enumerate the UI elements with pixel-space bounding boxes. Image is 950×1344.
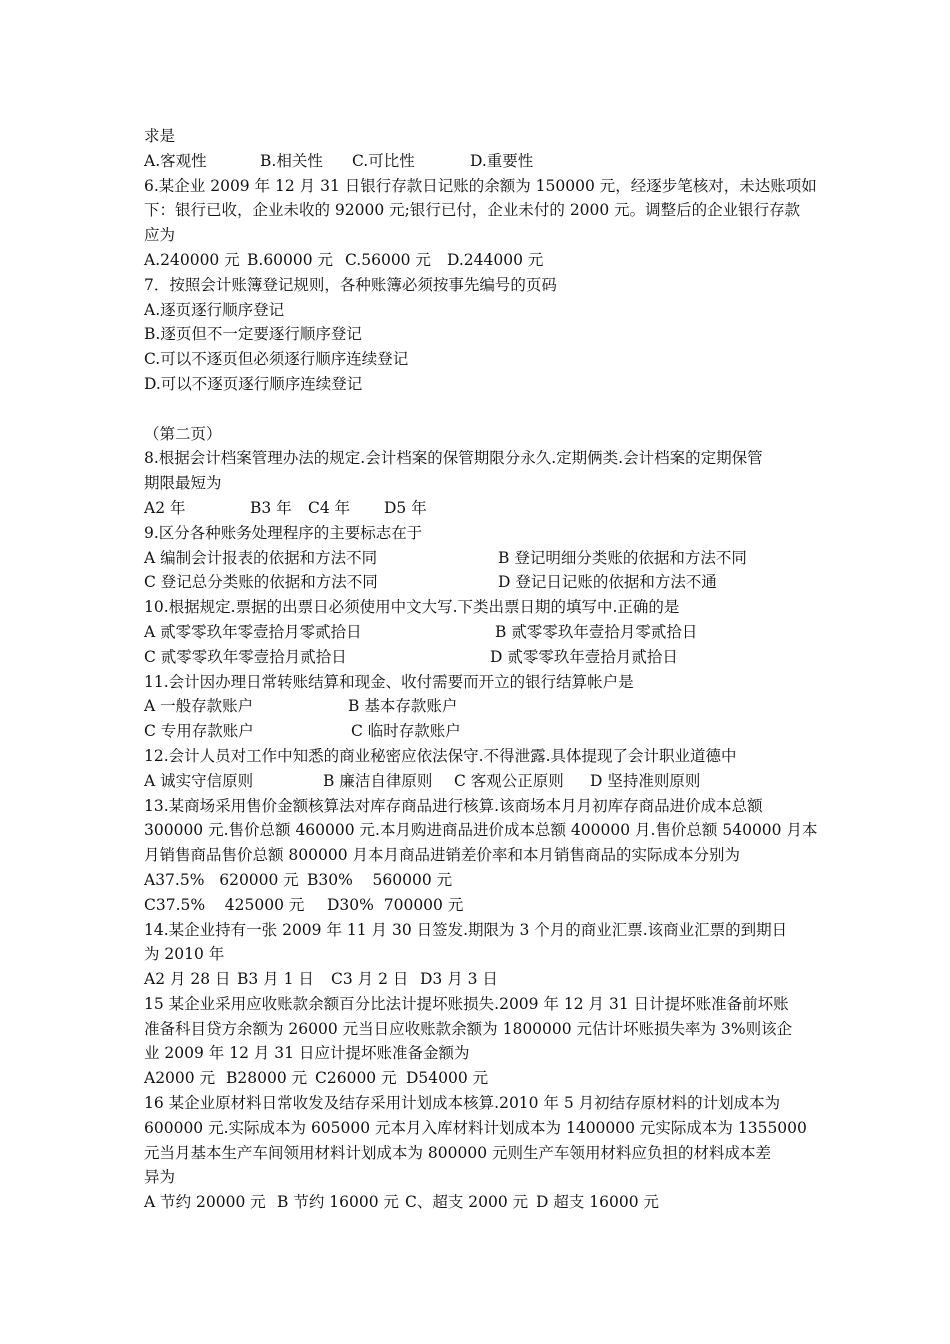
question-16-option-c: C、超支 2000 元 xyxy=(405,1193,529,1212)
question-14-option-c: C3 月 2 日 xyxy=(331,970,409,989)
question-9-option-c: C 登记总分类账的依据和方法不同 xyxy=(144,573,378,592)
question-8-options xyxy=(144,496,814,521)
question-13-options-row xyxy=(144,868,814,893)
question-5-option-a: A.客观性 xyxy=(144,151,207,170)
question-8-stem-line: 期限最短为 xyxy=(144,474,222,493)
question-5-option-c: C.可比性 xyxy=(352,151,415,170)
question-6-stem-line: 6.某企业 2009 年 12 月 31 日银行存款日记账的余额为 150000 元，经逐步笔核对，未达账项如 xyxy=(144,176,817,195)
question-9-options-row xyxy=(144,570,814,595)
question-16-stem-line: 元当月基本生产车间领用材料计划成本为 800000 元则生产车领用材料应负担的材料成本差 xyxy=(144,1143,772,1162)
question-5-option-b: B.相关性 xyxy=(260,151,323,170)
question-14-stem-line: 为 2010 年 xyxy=(144,945,225,964)
question-13-option-a: A37.5% 620000 元 xyxy=(144,870,299,889)
question-14-options xyxy=(144,967,814,992)
question-10-options-row xyxy=(144,645,814,670)
question-9-stem: 9.区分各种账务处理程序的主要标志在于 xyxy=(144,523,423,542)
question-7-option-b: B.逐页但不一定要逐行顺序登记 xyxy=(144,325,362,344)
question-11-stem: 11.会计因办理日常转账结算和现金、收付需要而开立的银行结算帐户是 xyxy=(144,672,634,691)
question-15-stem-line: 业 2009 年 12 月 31 日应计提坏账准备金额为 xyxy=(144,1044,470,1063)
question-8-option-b: B3 年 xyxy=(250,498,292,517)
question-12-option-b: B 廉洁自律原则 xyxy=(323,771,433,790)
question-14-option-b: B3 月 1 日 xyxy=(237,970,314,989)
question-6-stem-line: 应为 xyxy=(144,226,176,245)
question-16-stem-line: 异为 xyxy=(144,1168,176,1187)
question-14-stem-line: 14.某企业持有一张 2009 年 11 月 30 日签发.期限为 3 个月的商业汇票.该商业汇票的到期日 xyxy=(144,920,788,939)
question-13-stem-line: 13.某商场采用售价金额核算法对库存商品进行核算.该商场本月月初库存商品进价成本总额 xyxy=(144,796,763,815)
question-8-option-c: C4 年 xyxy=(308,498,351,517)
question-15-option-b: B28000 元 xyxy=(226,1069,308,1088)
question-10-option-a: A 贰零零玖年零壹拾月零贰拾日 xyxy=(144,622,362,641)
question-14-option-d: D3 月 3 日 xyxy=(420,970,498,989)
question-16-stem-line: 16 某企业原材料日常收发及结存采用计划成本核算.2010 年 5 月初结存原材料的计划成本为 xyxy=(144,1094,781,1113)
question-10-stem: 10.根据规定.票据的出票日必须使用中文大写.下类出票日期的填写中.正确的是 xyxy=(144,598,680,617)
question-16-stem-line: 600000 元.实际成本为 605000 元本月入库材料计划成本为 1400000 元实际成本为 1355000 xyxy=(144,1118,807,1137)
question-11-option-d: C 临时存款账户 xyxy=(351,722,461,741)
question-9-option-d: D 登记日记账的依据和方法不通 xyxy=(498,573,717,592)
question-9-options-row xyxy=(144,546,814,571)
question-8-option-a: A2 年 xyxy=(144,498,186,517)
question-10-option-d: D 贰零零玖年壹拾月贰拾日 xyxy=(490,647,678,666)
question-12-options xyxy=(144,769,814,794)
spacer xyxy=(144,397,814,422)
question-7-option-d: D.可以不逐页逐行顺序连续登记 xyxy=(144,374,363,393)
question-10-option-b: B 贰零零玖年壹拾月零贰拾日 xyxy=(495,622,698,641)
question-15-option-c: C26000 元 xyxy=(315,1069,397,1088)
question-9-option-a: A 编制会计报表的依据和方法不同 xyxy=(144,548,378,567)
question-6-option-d: D.244000 元 xyxy=(447,250,544,269)
question-11-option-a: A 一般存款账户 xyxy=(144,697,254,716)
question-13-option-c: C37.5% 425000 元 xyxy=(144,895,305,914)
question-5-stem-tail: 求是 xyxy=(144,127,176,145)
question-16-options xyxy=(144,1190,814,1215)
question-7-option-a: A.逐页逐行顺序登记 xyxy=(144,300,285,319)
question-16-option-d: D 超支 16000 元 xyxy=(536,1193,660,1212)
question-11-options-row xyxy=(144,694,814,719)
question-8-option-d: D5 年 xyxy=(384,498,427,517)
question-6-option-c: C.56000 元 xyxy=(345,250,431,269)
question-11-option-b: B 基本存款账户 xyxy=(348,697,458,716)
question-6-option-b: B.60000 元 xyxy=(247,250,334,269)
question-7-option-c: C.可以不逐页但必须逐行顺序连续登记 xyxy=(144,350,409,369)
document-body xyxy=(144,124,818,1215)
question-10-options-row xyxy=(144,620,814,645)
question-15-option-d: D54000 元 xyxy=(406,1069,489,1088)
question-12-option-c: C 客观公正原则 xyxy=(454,771,564,790)
question-13-option-d: D30% 700000 元 xyxy=(327,895,464,914)
question-6-stem-line: 下：银行已收，企业未收的 92000 元;银行已付，企业未付的 2000 元。调整后的企业银行存款 xyxy=(144,201,801,220)
question-15-stem-line: 15 某企业采用应收账款余额百分比法计提坏账损失.2009 年 12 月 31 日计提坏账准备前坏账 xyxy=(144,994,789,1013)
question-14-option-a: A2 月 28 日 xyxy=(144,970,231,989)
question-6-option-a: A.240000 元 xyxy=(144,250,240,269)
question-13-options-row xyxy=(144,893,814,918)
page-marker: （第二页） xyxy=(144,424,222,443)
question-11-options-row xyxy=(144,719,814,744)
question-5-option-d: D.重要性 xyxy=(470,151,534,170)
question-6-options xyxy=(144,248,814,273)
question-5-options xyxy=(144,149,814,174)
question-13-stem-line: 月销售商品售价总额 800000 月本月商品进销差价率和本月销售商品的实际成本分别为 xyxy=(144,846,741,865)
question-9-option-b: B 登记明细分类账的依据和方法不同 xyxy=(498,548,747,567)
question-12-option-a: A 诚实守信原则 xyxy=(144,771,254,790)
question-13-option-b: B30% 560000 元 xyxy=(307,870,453,889)
question-7-stem: 7．按照会计账簿登记规则，各种账簿必须按事先编号的页码 xyxy=(144,275,557,294)
question-12-option-d: D 坚持准则原则 xyxy=(590,771,701,790)
question-15-options xyxy=(144,1066,814,1091)
question-12-stem: 12.会计人员对工作中知悉的商业秘密应依法保守.不得泄露.具体提现了会计职业道德中 xyxy=(144,746,737,765)
question-13-stem-line: 300000 元.售价总额 460000 元.本月购进商品进价成本总额 400000 月.售价总额 540000 月本 xyxy=(144,821,818,840)
question-11-option-c: C 专用存款账户 xyxy=(144,722,254,741)
question-16-option-b: B 节约 16000 元 xyxy=(277,1193,399,1212)
question-15-option-a: A2000 元 xyxy=(144,1069,216,1088)
question-15-stem-line: 准备科目贷方余额为 26000 元当日应收账款余额为 1800000 元估计坏账损失率为 3%则该企 xyxy=(144,1019,793,1038)
question-8-stem-line: 8.根据会计档案管理办法的规定.会计档案的保管期限分永久.定期俩类.会计档案的定期保管 xyxy=(144,449,763,468)
question-10-option-c: C 贰零零玖年零壹拾月贰拾日 xyxy=(144,647,347,666)
question-16-option-a: A 节约 20000 元 xyxy=(144,1193,266,1212)
